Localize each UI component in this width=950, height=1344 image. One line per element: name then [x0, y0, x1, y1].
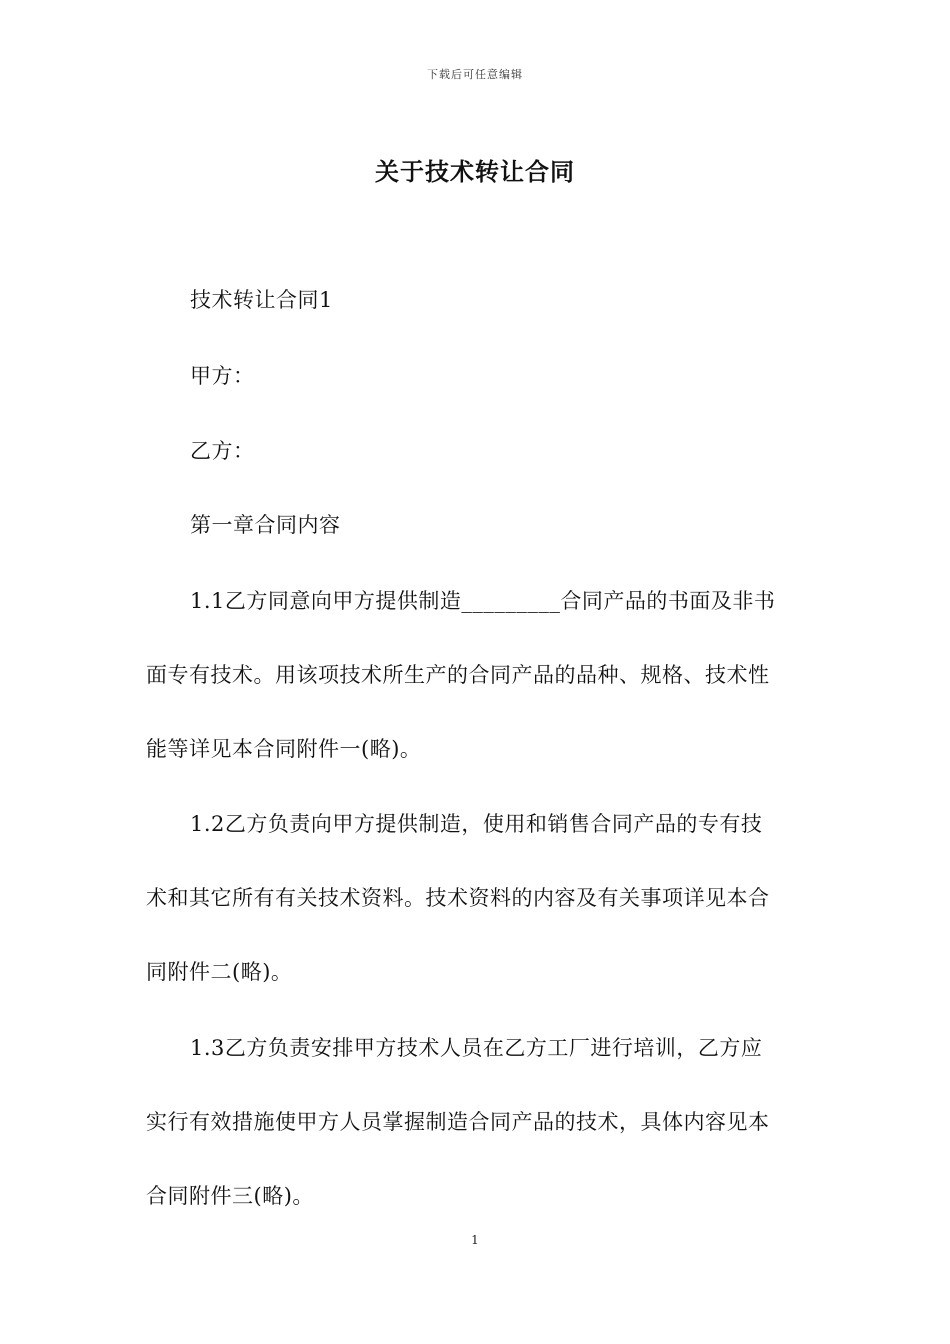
clause-1-3-line-2: 实行有效措施使甲方人员掌握制造合同产品的技术，具体内容见本 [146, 1110, 770, 1134]
party-a-line: 甲方： [190, 364, 255, 388]
clause-1-1-line-2: 面专有技术。用该项技术所生产的合同产品的品种、规格、技术性 [146, 663, 770, 687]
clause-1-3-line-1: 1.3乙方负责安排甲方技术人员在乙方工厂进行培训，乙方应 [190, 1036, 763, 1060]
clause-1-3-line-3: 合同附件三(略)。 [146, 1184, 314, 1208]
clause-1-2-line-2: 术和其它所有有关技术资料。技术资料的内容及有关事项详见本合 [146, 886, 770, 910]
clause-1-2-line-3: 同附件二(略)。 [146, 960, 293, 984]
clause-1-1-line-1: 1.1乙方同意向甲方提供制造_________合同产品的书面及非书 [190, 589, 776, 613]
page-number: 1 [471, 1233, 479, 1247]
clause-1-2-line-1: 1.2乙方负责向甲方提供制造，使用和销售合同产品的专有技 [190, 812, 763, 836]
document-title: 关于技术转让合同 [375, 158, 575, 186]
contract-subtitle: 技术转让合同1 [190, 288, 333, 312]
chapter-heading: 第一章合同内容 [190, 513, 341, 537]
page-header-note: 下载后可任意编辑 [427, 68, 523, 81]
clause-1-1-line-3: 能等详见本合同附件一(略)。 [146, 737, 422, 761]
party-b-line: 乙方： [190, 439, 255, 463]
